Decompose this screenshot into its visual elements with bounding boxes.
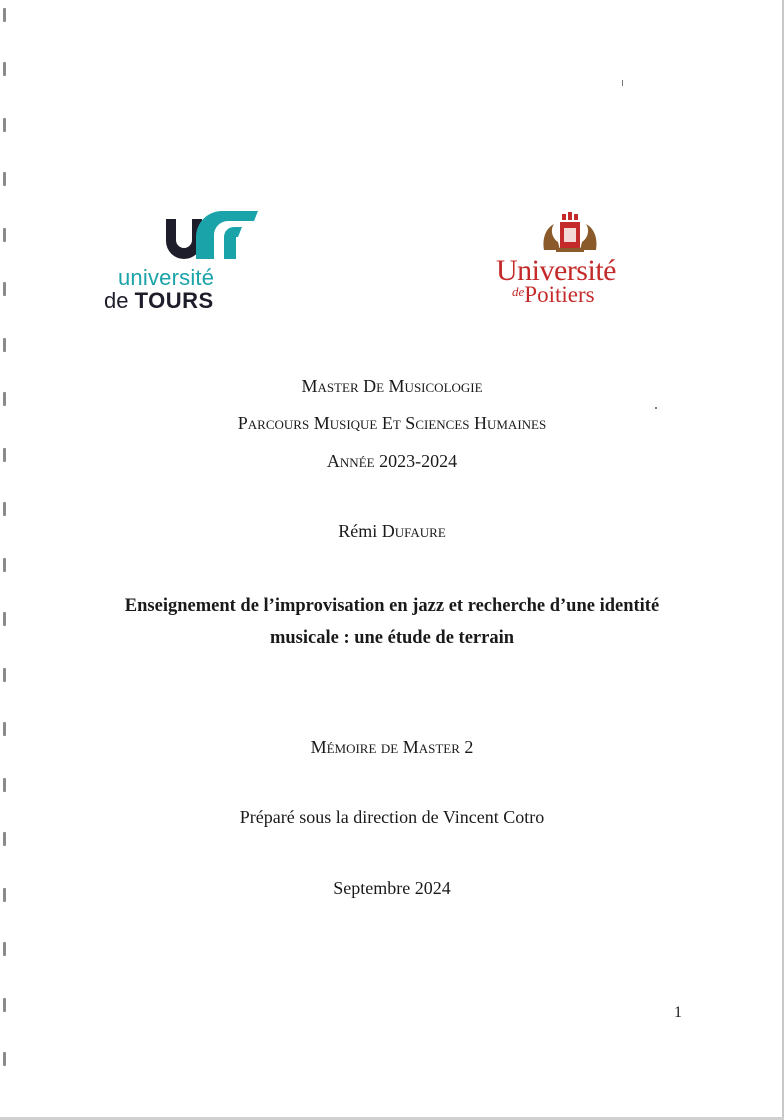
author-name: Rémi Dufaure <box>338 521 446 541</box>
tours-line2: de TOURS <box>104 288 214 313</box>
thesis-date: Septembre 2024 <box>333 878 451 898</box>
binding-marks <box>0 0 10 1120</box>
thesis-title: Enseignement de l’improvisation en jazz et recherche d’une identité musicale : une étude de terrain <box>124 596 660 648</box>
poitiers-line2: $^{de}$Poitiers <box>512 282 595 307</box>
tours-line1: université <box>118 265 215 290</box>
program-parcours: Parcours Musique Et Sciences Humaines <box>237 413 547 433</box>
poitiers-line1: Université <box>496 254 616 287</box>
scan-speck <box>655 407 657 409</box>
program-master: Master De Musicologie <box>301 376 483 396</box>
universite-poitiers-logo <box>490 210 650 310</box>
scan-speck <box>622 80 623 86</box>
page-number: 1 <box>674 1004 682 1021</box>
thesis-direction: Préparé sous la direction de Vincent Cotro <box>239 807 545 827</box>
thesis-type: Mémoire de Master 2 <box>310 737 474 757</box>
program-year: Année 2023-2024 <box>326 451 458 471</box>
poitiers-crest-icon <box>540 210 600 256</box>
ut-logo-symbol-icon <box>162 207 260 263</box>
universite-tours-logo <box>100 205 270 315</box>
